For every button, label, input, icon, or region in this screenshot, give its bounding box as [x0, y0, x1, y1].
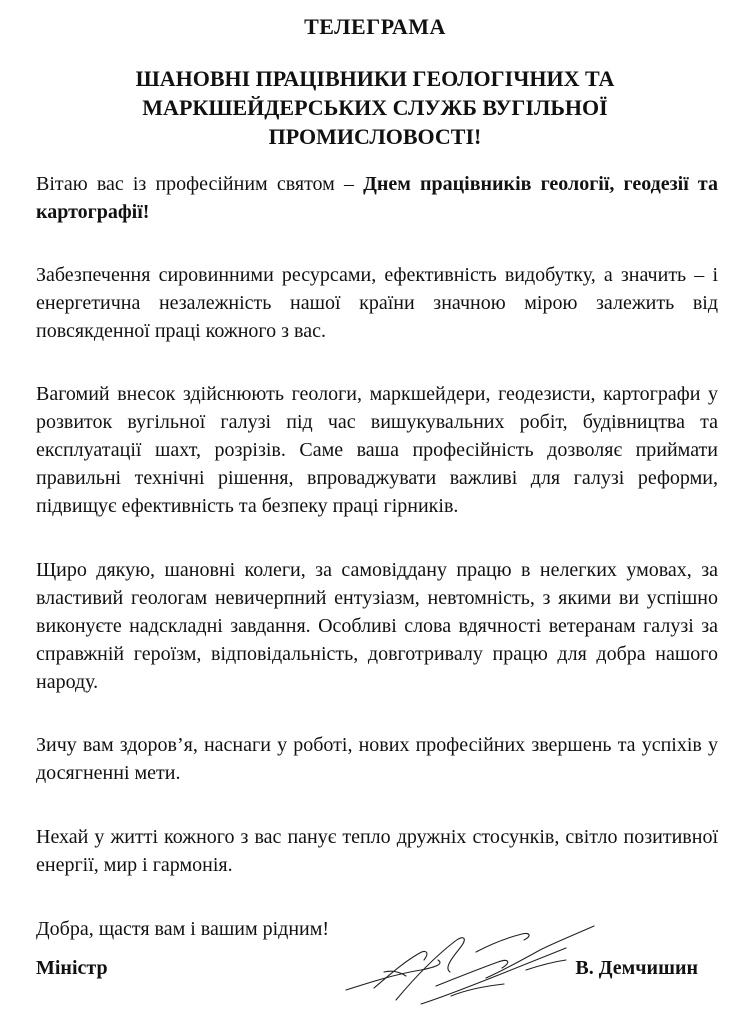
- addressee-line-1: ШАНОВНІ ПРАЦІВНИКИ ГЕОЛОГІЧНИХ ТА: [135, 66, 615, 91]
- paragraph-gratitude: Щиро дякую, шановні колеги, за самовіддану працю в нелегких умовах, за властивий геологам невичерпний ентузіазм, невтомність, з якими ви успішно виконуєте надскладні завдання. Особливі слова вдячності ветеранам галузі за справжній героїзм, відповідальність, довготривалу працю для добра нашого народу.: [36, 559, 718, 693]
- addressee-line-2: МАРКШЕЙДЕРСЬКИХ СЛУЖБ ВУГІЛЬНОЇ: [142, 95, 608, 120]
- paragraph-contribution: Вагомий внесок здійснюють геологи, маркшейдери, геодезисти, картографи у розвиток вугільної галузі під час вишукувальних робіт, будівництва та експлуатації шахт, розрізів. Саме ваша професійність дозволяє приймати правильні технічні рішення, впроваджувати важливі для галузі реформи, підвищує ефективність та безпеку праці гірників.: [36, 383, 718, 517]
- greeting-paragraph: [36, 170, 718, 226]
- paragraph-wishes: Зичу вам здоров’я, наснаги у роботі, нових професійних звершень та успіхів у досягненні мети.: [36, 734, 718, 784]
- greeting-lead: Вітаю вас із професійним святом –: [36, 173, 364, 195]
- paragraph-warmth: Нехай у житті кожного з вас панує тепло дружніх стосунків, світло позитивної енергії, мир і гармонія.: [36, 826, 718, 876]
- signature-block: [36, 948, 718, 998]
- signatory-name: В. Демчишин: [575, 957, 698, 979]
- paragraph-resources: Забезпечення сировинними ресурсами, ефективність видобутку, а значить – і енергетична незалежність нашої країни значною мірою залежить від повсякденної праці кожного з вас.: [36, 264, 718, 342]
- paragraph-closing: Добра, щастя вам і вашим рідним!: [36, 918, 330, 940]
- greeting-holiday-name: Днем працівників геології, геодезії та картографії!: [36, 173, 718, 223]
- signatory-role: Міністр: [36, 957, 108, 979]
- letter-body: [36, 170, 718, 943]
- addressee-heading: [60, 64, 690, 151]
- document-title: ТЕЛЕГРАМА: [304, 14, 446, 39]
- addressee-line-3: ПРОМИСЛОВОСТІ!: [268, 124, 482, 149]
- handwritten-signature: [326, 912, 616, 1012]
